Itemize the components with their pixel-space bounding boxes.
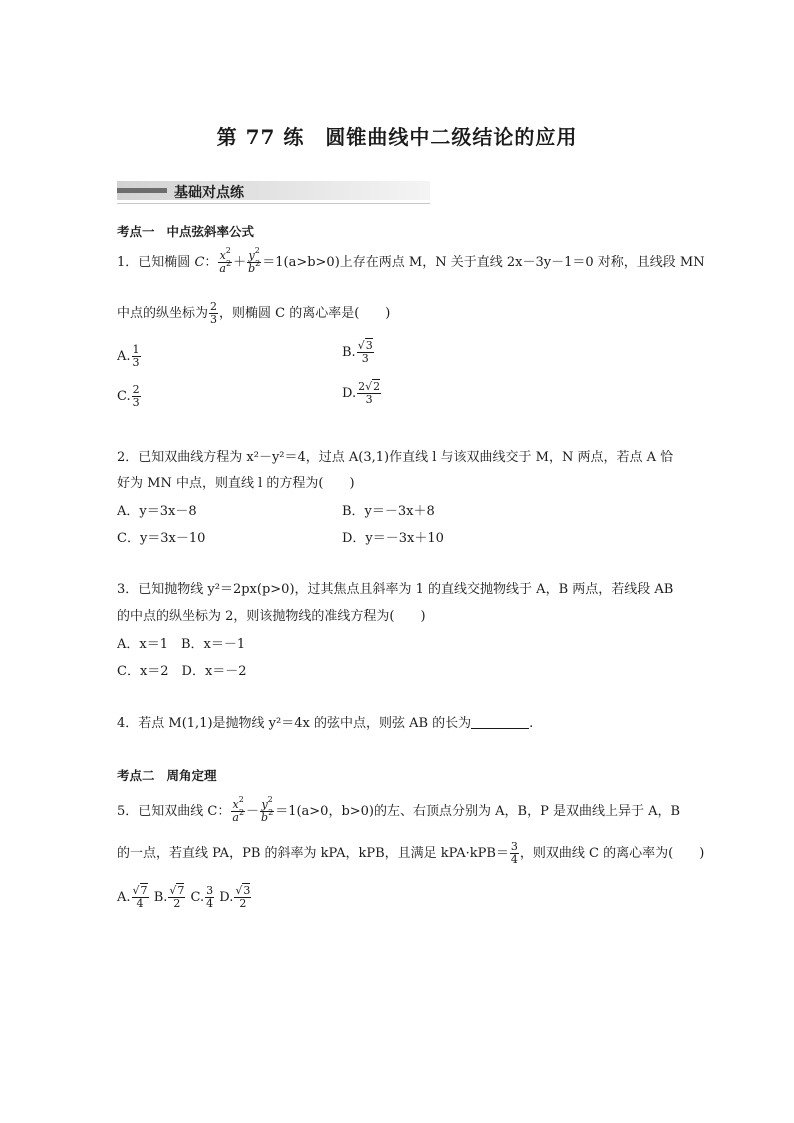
topic-2 [117,766,217,784]
question-text: 已知双曲线 C： [138,804,231,819]
option-d[interactable] [219,884,252,910]
question-1-line-2 [117,301,390,326]
option-a[interactable] [117,344,142,369]
question-text: 中点的纵坐标为 [117,306,209,321]
option-label: A. [117,890,131,905]
option-label: A. [117,349,131,364]
question-text: 4．若点 M(1,1)是抛物线 y²＝4x 的弦中点，则弦 AB 的长为 [117,716,472,731]
option-c[interactable]: C．y＝3x－10 [117,531,206,546]
question-number: 5． [117,804,139,819]
topic-1 [117,222,254,240]
question-1-line-1: 1．已知椭圆 C： $\frac{x^2}{a^2}$ ＋ $\frac{y^2}{b^2}$ ＝1(a>b>0)上存在两点 M，N 关于直线 2x－3y－1＝0 对称，且线段 MN [117,246,705,275]
option-d[interactable]: D．y＝－3x＋10 [342,531,444,546]
question-text: 上存在两点 M，N 关于直线 2x－3y－1＝0 对称，且线段 MN [339,255,705,270]
option-value: $\frac{2}{3}$ [132,383,140,409]
question-5-line-2 [117,841,704,866]
question-text: ＝1(a>0，b>0)的左、右顶点分别为 A，B，P 是双曲线上异于 A，B [275,804,681,819]
question-text: 已知椭圆 [138,255,191,270]
question-text: ，则椭圆 C 的离心率是( ) [219,306,391,321]
topic-label: 考点二 [117,768,155,783]
section-bar [117,188,167,193]
option-value: $\frac{3}{4}$ [206,884,214,910]
fraction-x2-a2: $\frac{x^2}{a^2}$ [232,795,245,824]
option-b[interactable]: B．y＝－3x＋8 [342,504,435,519]
option-label: B. [153,890,168,905]
question-5-options [117,885,252,910]
option-value: $\frac{√7}{4}$ [132,884,148,910]
option-value: $\frac{√7}{2}$ [169,884,185,910]
option-a[interactable]: A．y＝3x－8 [117,504,197,519]
option-a[interactable] [117,884,150,910]
option-value: $\frac{1}{3}$ [132,343,140,369]
question-3-line-2: 的中点的纵坐标为 2，则该抛物线的准线方程为( ) [117,609,426,624]
option-value: $\frac{√3}{2}$ [235,884,251,910]
option-label: D. [219,890,234,905]
fraction-x2-a2: $\frac{x^2}{a^2}$ [219,246,232,275]
fraction-y2-b2: $\frac{y^2}{b^2}$ [248,246,261,275]
page-title: 第 77 练 圆锥曲线中二级结论的应用 [216,125,578,149]
fraction-2-3: $\frac{2}{3}$ [210,300,218,326]
section-divider [117,203,430,204]
answer-blank[interactable] [471,716,529,729]
option-b[interactable] [342,340,375,365]
options-c-d[interactable]: C．x＝2 D．x＝－2 [117,664,247,679]
fraction-3-4: $\frac{3}{4}$ [510,840,518,866]
question-2-line-2: 好为 MN 中点，则直线 l 的方程为( ) [117,476,355,491]
topic-name: 中点弦斜率公式 [166,224,255,239]
option-b[interactable] [153,884,187,910]
question-4 [117,715,533,733]
option-c[interactable] [190,884,216,910]
option-c[interactable] [117,384,142,409]
option-label: B. [342,345,356,360]
section-label: 基础对点练 [174,185,244,201]
punctuation: . [529,716,534,731]
math-symbol: C [194,255,205,270]
options-a-b[interactable]: A．x＝1 B．x＝－1 [117,637,246,652]
topic-name: 周角定理 [166,768,217,783]
section-header [117,181,430,200]
question-2-line-1: 2．已知双曲线方程为 x²－y²＝4，过点 A(3,1)作直线 l 与该双曲线交于 M，N 两点，若点 A 恰 [117,450,674,465]
question-number: 1． [117,255,139,270]
question-text: ，则双曲线 C 的离心率为( ) [519,846,705,861]
question-text: 的一点，若直线 PA，PB 的斜率为 kPA，kPB，且满足 kPA·kPB＝ [117,846,509,861]
option-label: C. [190,890,205,905]
option-label: C. [117,389,131,404]
topic-label: 考点一 [117,224,155,239]
option-d[interactable] [342,381,382,406]
option-value: $\frac{2√2}{3}$ [358,380,381,406]
option-label: D. [342,386,357,401]
fraction-y2-b2: $\frac{y^2}{b^2}$ [261,795,274,824]
ellipse-condition: 1(a>b>0) [275,255,340,270]
question-5-line-1: 5．已知双曲线 C： $\frac{x^2}{a^2}$ － $\frac{y^2}{b^2}$ ＝1(a>0，b>0)的左、右顶点分别为 A，B，P 是双曲线上异于 A，B [117,795,681,824]
option-value: $\frac{√3}{3}$ [357,339,373,365]
question-3-line-1: 3．已知抛物线 y²＝2px(p>0)，过其焦点且斜率为 1 的直线交抛物线于 A，B 两点，若线段 AB [117,582,674,597]
